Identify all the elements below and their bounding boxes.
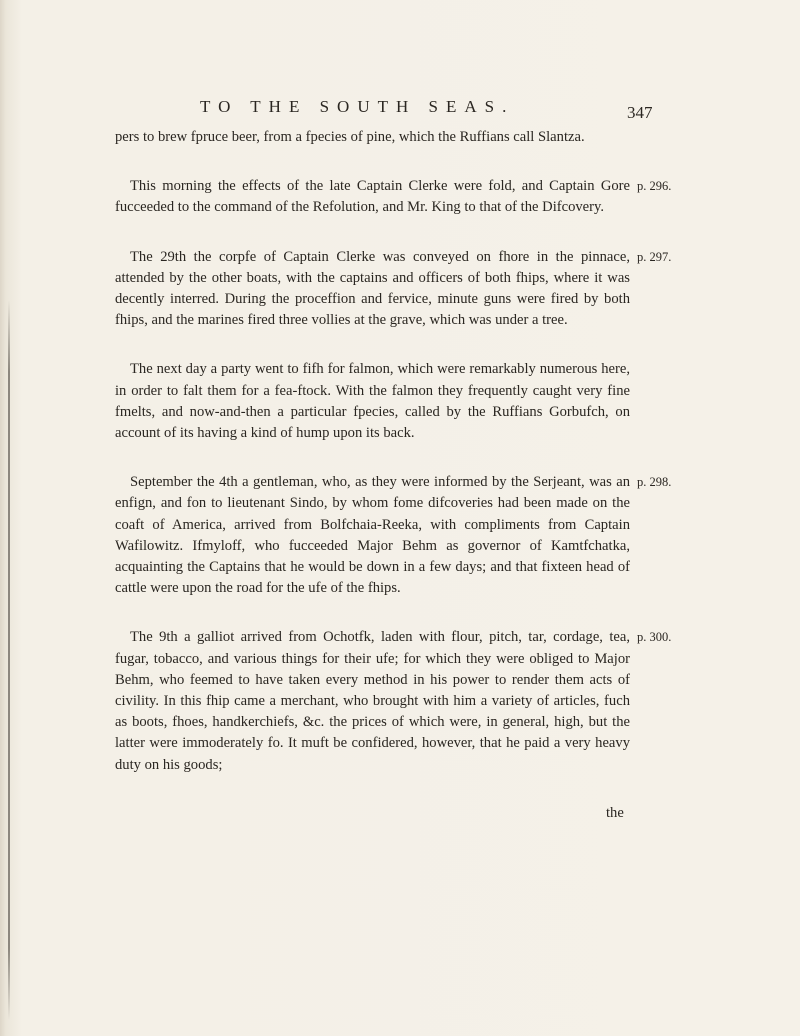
- margin-page-reference: p. 296.: [637, 179, 672, 194]
- page-number: 347: [627, 103, 653, 122]
- running-title: TO THE SOUTH SEAS.: [200, 97, 515, 116]
- margin-page-reference: p. 297.: [637, 249, 672, 264]
- paragraph: [115, 176, 672, 218]
- paragraph: [115, 127, 630, 148]
- margin-page-reference: p. 298.: [637, 475, 672, 490]
- paragraph: [115, 627, 672, 775]
- paragraph-text: The 29th the corpfe of Captain Clerke was conveyed on fhore in the pinnace, attended by the other boats, with the captains and officers of both fhips, where it was decently interred. During the proceffion and fervice, minute guns were fired by both fhips, and the marines fired three vollies at the grave, which was under a tree.: [115, 248, 630, 329]
- binding-gutter-shadow: [8, 300, 10, 1020]
- paragraph-text: The 9th a galliot arrived from Ochotfk, laden with flour, pitch, tar, cordage, tea, fugar, tobacco, and various things for their ufe; for which they were obliged to Major Behm, who feemed to have taken every method in his power to render them acts of civility. In this fhip came a merchant, who brought with him a variety of articles, fuch as boots, fhoes, handkerchiefs, &c. the prices of which were, in general, high, but the latter were immoderately fo. It muft be confidered, however, that he paid a very heavy duty on his goods;: [115, 629, 630, 773]
- catchword: the: [606, 805, 624, 821]
- paragraph: [115, 247, 672, 332]
- paragraph-text: pers to brew fpruce beer, from a fpecies of pine, which the Ruffians call Slantza.: [115, 129, 585, 145]
- paragraph-text: September the 4th a gentleman, who, as they were informed by the Serjeant, was an enfign, and fon to lieutenant Sindo, by whom fome difcoveries had been made on the coaft of America, arrived from Bolfchaia-Reeka, with compliments from Captain Wafilowitz. Ifmyloff, who fucceeded Major Behm as governor of Kamtfchatka, acquainting the Captains that he would be down in a few days; and that fixteen head of cattle were upon the road for the ufe of the fhips.: [115, 474, 630, 597]
- paragraph-text: This morning the effects of the late Captain Clerke were fold, and Captain Gore fucceeded to the command of the Refolution, and Mr. King to that of the Difcovery.: [115, 178, 630, 216]
- paragraph: [115, 472, 672, 599]
- body-text: [115, 127, 672, 804]
- paragraph-text: The next day a party went to fifh for falmon, which were remarkably numerous here, in order to falt them for a fea-ftock. With the falmon they frequently caught very fine fmelts, and now-and-then a particular fpecies, called by the Ruffians Gorbufch, on account of its having a kind of hump upon its back.: [115, 361, 630, 442]
- margin-page-reference: p. 300.: [637, 630, 672, 645]
- paragraph: [115, 359, 630, 444]
